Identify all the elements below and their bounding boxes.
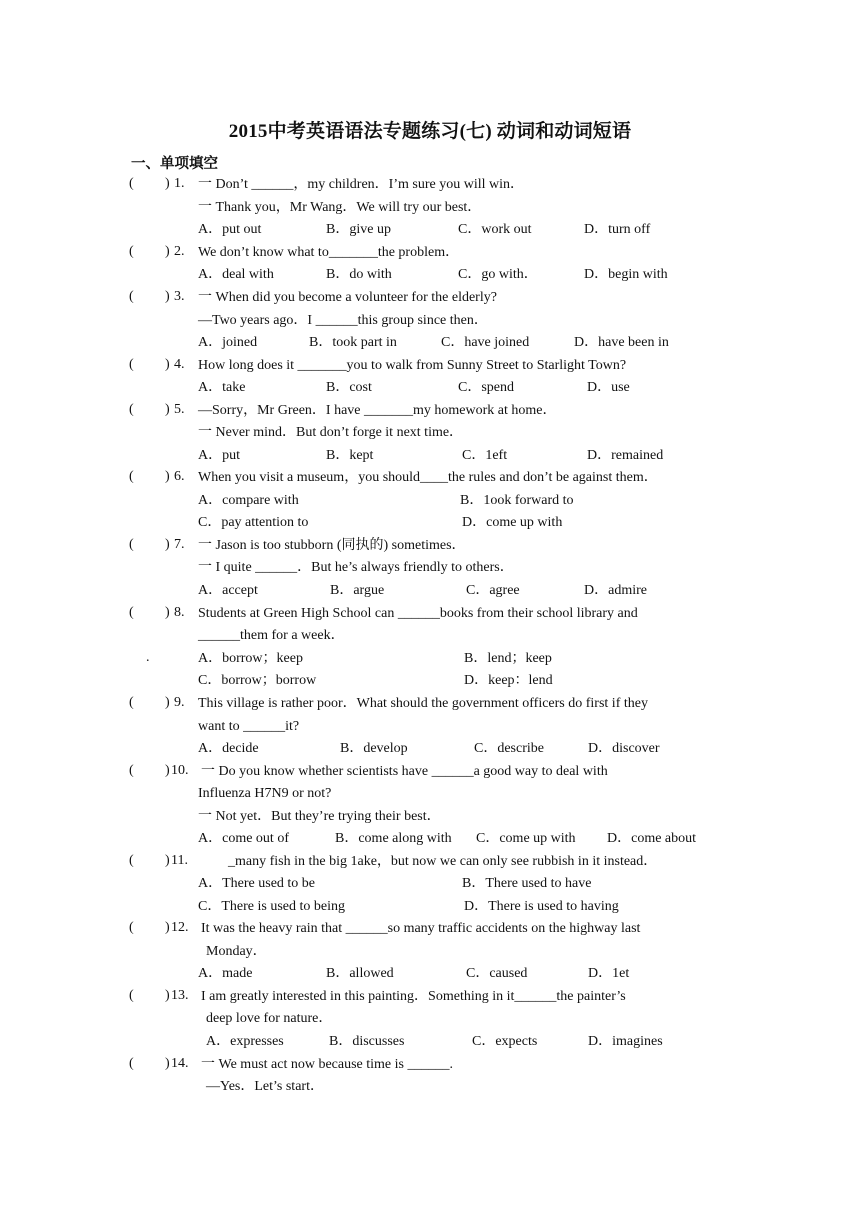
option: B．develop [340,741,408,756]
option: D．begin with [584,267,668,282]
answer-blank-open: ( [129,244,134,259]
question-text: How long does it _______you to walk from Sunny Street to Starlight Town? [198,358,627,373]
answer-blank-close: ) [165,244,170,259]
option: C．spend [458,380,514,395]
question-number: 12. [171,920,189,935]
question-text: —Two years ago．I ______this group since then． [198,313,488,328]
question-text: want to ______it? [198,719,300,734]
option: B．There used to have [462,876,592,891]
question-text: 一 Thank you，Mr Wang．We will try our best． [198,200,482,215]
answer-blank-open: ( [129,402,134,417]
page-title: 2015中考英语语法专题练习(七) 动词和动词短语 [228,121,632,142]
option: A．borrow；keep [198,651,303,666]
option: A．accept [198,583,258,598]
answer-blank-close: ) [165,605,170,620]
option: B．kept [326,448,374,463]
option: B．1ook forward to [460,493,574,508]
option: C．agree [466,583,520,598]
question-number: 9. [174,695,185,710]
answer-blank-close: ) [165,469,170,484]
option: D．keep：lend [464,673,553,688]
option: B．give up [326,222,391,237]
option: D．turn off [584,222,651,237]
question-number: 13. [171,988,189,1003]
option: A．joined [198,335,258,350]
option: A．come out of [198,831,289,846]
answer-blank-close: ) [165,176,170,191]
answer-blank-close: ) [165,289,170,304]
question-text: It was the heavy rain that ______so many traffic accidents on the highway last [201,921,641,936]
answer-blank-open: ( [129,853,134,868]
option: A．put out [198,222,262,237]
answer-blank-close: ) [165,920,170,935]
question-text: 一 Don’t ______，my children．I’m sure you will win． [198,177,524,192]
answer-blank-close: ) [165,537,170,552]
stray-mark: . [146,650,150,665]
answer-blank-close: ) [165,763,170,778]
answer-blank-open: ( [129,289,134,304]
option: D．There is used to having [464,899,619,914]
question-text: Influenza H7N9 or not? [198,786,332,801]
option: D．discover [588,741,660,756]
question-number: 14. [171,1056,189,1071]
answer-blank-close: ) [165,988,170,1003]
question-number: 11. [171,853,188,868]
question-number: 6. [174,469,185,484]
option: C．have joined [441,335,530,350]
question-number: 10. [171,763,189,778]
answer-blank-close: ) [165,1056,170,1071]
option: C．work out [458,222,532,237]
option: D．admire [584,583,647,598]
option: C．1eft [462,448,508,463]
question-text: 一 When did you become a volunteer for the elderly? [198,290,497,305]
option: A．put [198,448,240,463]
option: C．go with． [458,267,538,282]
option: C．borrow；borrow [198,673,317,688]
option: B．allowed [326,966,394,981]
option: D．use [587,380,630,395]
option: A．compare with [198,493,299,508]
answer-blank-close: ) [165,357,170,372]
question-number: 7. [174,537,185,552]
answer-blank-open: ( [129,695,134,710]
question-text: 一 We must act now because time is ______. [201,1057,453,1072]
option: D．remained [587,448,664,463]
question-text: ______them for a week． [198,628,345,643]
section-heading: 一、单项填空 [131,156,218,172]
question-text: We don’t know what to_______the problem． [198,245,460,260]
question-text: When you visit a museum，you should____the rules and don’t be against them． [198,470,658,485]
option: C．caused [466,966,528,981]
option: C．expects [472,1034,538,1049]
option: C．come up with [476,831,576,846]
answer-blank-close: ) [165,402,170,417]
option: C．pay attention to [198,515,309,530]
option: A．There used to be [198,876,316,891]
option: B．lend；keep [464,651,552,666]
question-number: 3. [174,289,185,304]
question-text: 一 Do you know whether scientists have ______a good way to deal with [201,764,608,779]
option: A．made [198,966,253,981]
answer-blank-open: ( [129,988,134,1003]
option: A．deal with [198,267,274,282]
question-text: —Yes．Let’s start． [206,1079,324,1094]
question-text: 一 Never mind．But don’t forge it next time． [198,425,464,440]
question-text: This village is rather poor．What should the government officers do first if they [198,696,648,711]
option: A．decide [198,741,259,756]
answer-blank-open: ( [129,357,134,372]
option: B．argue [330,583,385,598]
question-number: 4. [174,357,185,372]
question-text: deep love for nature． [206,1011,333,1026]
answer-blank-open: ( [129,1056,134,1071]
question-number: 8. [174,605,185,620]
option: D．imagines [588,1034,663,1049]
answer-blank-open: ( [129,605,134,620]
question-number: 5. [174,402,185,417]
option: D．have been in [574,335,669,350]
question-text: I am greatly interested in this painting．Something in it______the painter’s [201,989,626,1004]
option: D．1et [588,966,630,981]
option: D．come about [607,831,697,846]
option: D．come up with [462,515,563,530]
option: A．take [198,380,246,395]
option: B．discusses [329,1034,405,1049]
option: B．do with [326,267,392,282]
answer-blank-open: ( [129,763,134,778]
answer-blank-open: ( [129,469,134,484]
answer-blank-open: ( [129,176,134,191]
question-text: Students at Green High School can ______books from their school library and [198,606,638,621]
question-text: —Sorry，Mr Green．I have _______my homework at home． [198,403,557,418]
option: B．cost [326,380,372,395]
option: C．describe [474,741,544,756]
question-number: 2. [174,244,185,259]
question-text: _many fish in the big 1ake，but now we can only see rubbish in it instead． [228,854,658,869]
question-number: 1. [174,176,185,191]
question-text: 一 Not yet．But they’re trying their best． [198,809,441,824]
option: B．took part in [309,335,397,350]
option: A．expresses [206,1034,284,1049]
answer-blank-open: ( [129,537,134,552]
answer-blank-open: ( [129,920,134,935]
option: B．come along with [335,831,452,846]
question-text: 一 Jason is too stubborn (同执的) sometimes． [198,538,466,553]
answer-blank-close: ) [165,853,170,868]
question-text: Monday． [206,944,267,959]
option: C．There is used to being [198,899,345,914]
question-text: 一 I quite ______．But he’s always friendly to others． [198,560,514,575]
answer-blank-close: ) [165,695,170,710]
